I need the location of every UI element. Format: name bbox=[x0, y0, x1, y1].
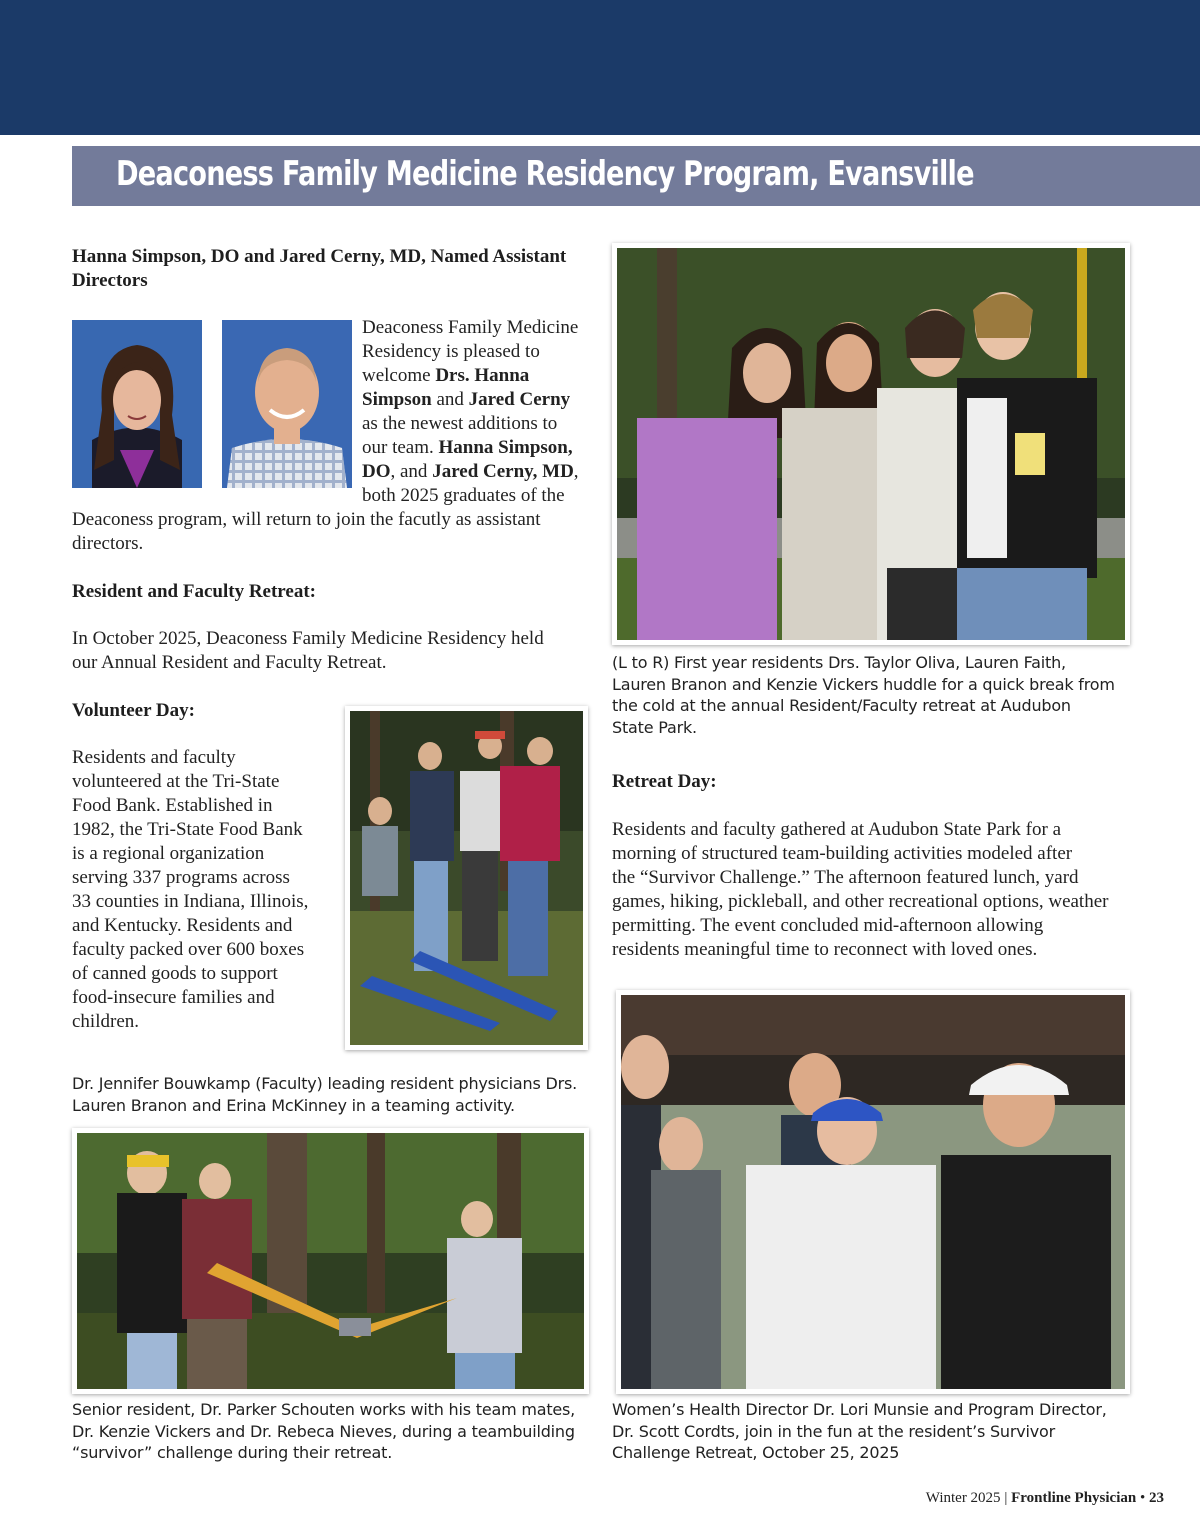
footer-magazine-name: Frontline Physician bbox=[1011, 1490, 1137, 1506]
intro-text: , bbox=[573, 461, 579, 482]
title-bar bbox=[72, 146, 1200, 206]
volunteer-line: and Kentucky. Residents and bbox=[72, 915, 293, 936]
intro-bold-name: Jared Cerny, MD bbox=[432, 461, 574, 482]
intro-line-3 bbox=[362, 364, 602, 388]
footer-separator: | bbox=[1004, 1490, 1008, 1506]
volunteer-line: faculty packed over 600 boxes bbox=[72, 939, 305, 960]
caption-line: Dr. Scott Cordts, join in the fun at the resident’s Survivor bbox=[612, 1421, 1056, 1441]
volunteer-day-text bbox=[72, 746, 342, 1034]
section-heading-assistant-directors: Hanna Simpson, DO and Jared Cerny, MD, Named Assistant Directors bbox=[72, 246, 567, 291]
page-footer bbox=[926, 1490, 1164, 1507]
caption-line: the cold at the annual Resident/Faculty retreat at Audubon bbox=[612, 696, 1071, 715]
retreat-day-line: games, hiking, pickleball, and other recreational options, weather bbox=[612, 891, 1109, 912]
retreat-heading: Resident and Faculty Retreat: bbox=[72, 581, 316, 602]
retreat-day-heading: Retreat Day: bbox=[612, 771, 717, 792]
intro-paragraph bbox=[362, 316, 602, 508]
top-banner bbox=[0, 0, 1200, 135]
volunteer-line: food-insecure families and bbox=[72, 987, 275, 1008]
caption-senior-resident bbox=[72, 1399, 602, 1464]
intro-line-9: Deaconess program, will return to join the facutly as assistant bbox=[72, 509, 541, 530]
caption-directors bbox=[612, 1399, 1172, 1464]
intro-text: welcome bbox=[362, 365, 436, 386]
intro-line-4 bbox=[362, 388, 602, 412]
footer-season: Winter 2025 bbox=[925, 1490, 1001, 1506]
photo-teaming-activity bbox=[345, 706, 588, 1050]
caption-line: (L to R) First year residents Drs. Taylor Oliva, Lauren Faith, bbox=[612, 653, 1066, 672]
intro-line-7 bbox=[362, 460, 602, 484]
retreat-intro bbox=[72, 627, 602, 675]
volunteer-line: Food Bank. Established in bbox=[72, 795, 273, 816]
caption-line: Women’s Health Director Dr. Lori Munsie and Program Director, bbox=[612, 1400, 1107, 1419]
volunteer-day-heading: Volunteer Day: bbox=[72, 700, 195, 721]
retreat-day-line: residents meaningful time to reconnect with loved ones. bbox=[612, 939, 1038, 960]
caption-line: State Park. bbox=[612, 717, 697, 737]
headshot-hanna-simpson bbox=[72, 320, 202, 488]
retreat-day-line: permitting. The event concluded mid-afternoon allowing bbox=[612, 915, 1044, 936]
volunteer-line: volunteered at the Tri-State bbox=[72, 771, 280, 792]
intro-text: , and bbox=[390, 461, 433, 482]
intro-line-6 bbox=[362, 436, 602, 460]
intro-line-8: both 2025 graduates of the bbox=[362, 485, 565, 506]
intro-line-10: directors. bbox=[72, 533, 144, 554]
caption-line: Dr. Kenzie Vickers and Dr. Rebeca Nieves, during a teambuilding bbox=[72, 1421, 575, 1441]
intro-line-2: Residency is pleased to bbox=[362, 341, 540, 362]
intro-line-1: Deaconess Family Medicine bbox=[362, 317, 579, 338]
caption-line: “survivor” challenge during their retreat. bbox=[72, 1443, 393, 1462]
volunteer-line: 33 counties in Indiana, Illinois, bbox=[72, 891, 309, 912]
intro-bold-name: Jared Cerny bbox=[468, 389, 571, 410]
caption-line: Lauren Branon and Kenzie Vickers huddle for a quick break from bbox=[612, 674, 1115, 694]
volunteer-line: of canned goods to support bbox=[72, 963, 278, 984]
photo-directors bbox=[616, 990, 1130, 1394]
intro-text: and bbox=[431, 389, 469, 410]
page-title: Deaconess Family Medicine Residency Program, Evansville bbox=[116, 154, 974, 194]
retreat-day-line: morning of structured team-building activities modeled after bbox=[612, 843, 1073, 864]
intro-line-5: as the newest additions to bbox=[362, 413, 558, 434]
footer-bullet: • bbox=[1139, 1490, 1146, 1506]
retreat-day-text bbox=[612, 818, 1172, 962]
volunteer-line: 1982, the Tri-State Food Bank bbox=[72, 819, 303, 840]
retreat-intro-line: our Annual Resident and Faculty Retreat. bbox=[72, 652, 387, 673]
intro-bold-name: Hanna Simpson, bbox=[438, 437, 573, 458]
retreat-day-line: the “Survivor Challenge.” The afternoon featured lunch, yard bbox=[612, 867, 1079, 888]
caption-first-year-residents bbox=[612, 652, 1172, 738]
photo-survivor-challenge bbox=[72, 1128, 589, 1394]
caption-line: Lauren Branon and Erina McKinney in a teaming activity. bbox=[72, 1095, 515, 1115]
headshot-jared-cerny bbox=[222, 320, 352, 488]
volunteer-line: children. bbox=[72, 1011, 140, 1032]
retreat-day-line: Residents and faculty gathered at Audubon State Park for a bbox=[612, 819, 1062, 840]
caption-teaming-activity bbox=[72, 1073, 602, 1116]
intro-text: our team. bbox=[362, 437, 439, 458]
intro-bold-name: Simpson bbox=[362, 389, 432, 410]
volunteer-line: is a regional organization bbox=[72, 843, 265, 864]
caption-line: Dr. Jennifer Bouwkamp (Faculty) leading resident physicians Drs. bbox=[72, 1074, 577, 1093]
retreat-intro-line: In October 2025, Deaconess Family Medicine Residency held bbox=[72, 628, 544, 649]
intro-bold-name: DO bbox=[362, 461, 391, 482]
caption-line: Challenge Retreat, October 25, 2025 bbox=[612, 1443, 900, 1462]
photo-first-year-residents bbox=[612, 243, 1130, 645]
volunteer-line: Residents and faculty bbox=[72, 747, 236, 768]
page-number: 23 bbox=[1149, 1490, 1164, 1506]
intro-bold-name: Drs. Hanna bbox=[435, 365, 530, 386]
caption-line: Senior resident, Dr. Parker Schouten works with his team mates, bbox=[72, 1400, 576, 1419]
intro-paragraph-continued bbox=[72, 508, 602, 556]
volunteer-line: serving 337 programs across bbox=[72, 867, 290, 888]
